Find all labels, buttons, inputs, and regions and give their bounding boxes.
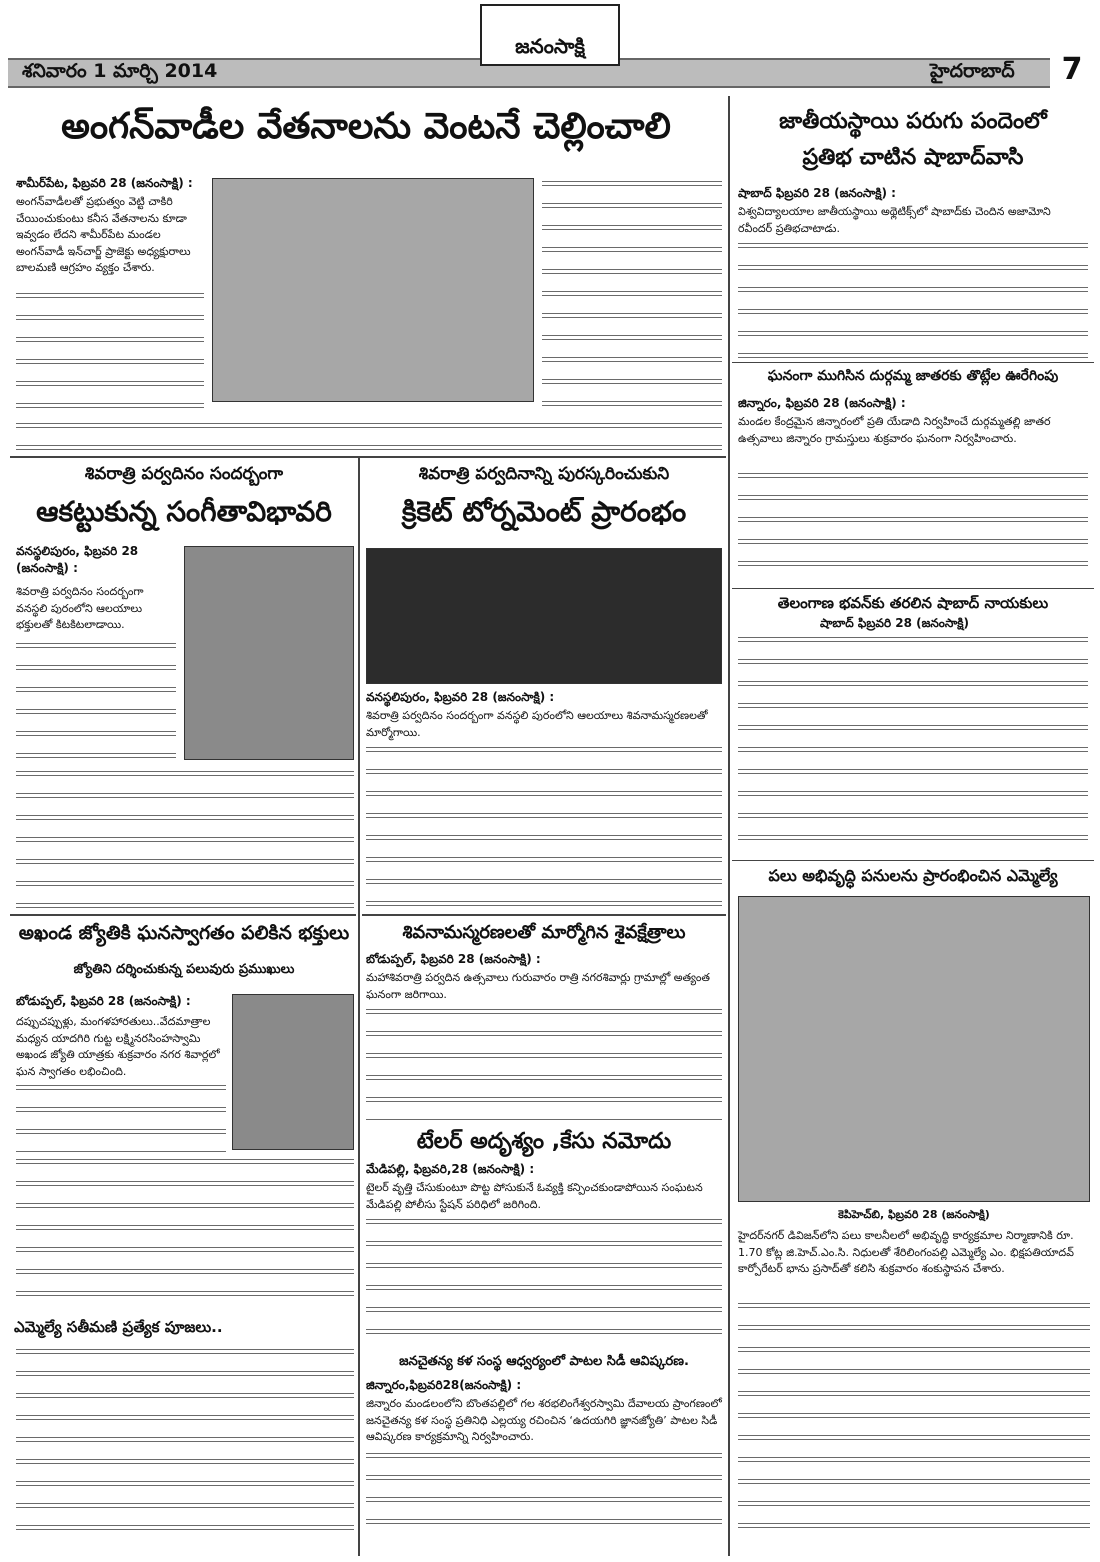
mla-event-photo xyxy=(738,896,1090,1202)
cricket-kicker: శివరాత్రి పర్వదినాన్ని పురస్కరించుకుని xyxy=(418,464,670,484)
jyoti-subhead: జ్యోతిని దర్శించుకున్న పలువురు ప్రముఖులు xyxy=(73,962,295,977)
puja-body-text xyxy=(16,1346,354,1542)
jyoti-intro: దప్పుచప్పుళ్లు, మంగళహారతులు..వేదమాత్రాల మధ్యన యాదగిరి గుట్ట లక్ష్మినరసింహస్వామి అఖండ జ్యోతి యాత్రకు శుక్రవారం నగర శివార్లలో ఘన స్వాగతం లభించింది. xyxy=(16,1015,220,1078)
issue-date: శనివారం 1 మార్చి 2014 xyxy=(22,60,218,82)
music-kicker: శివరాత్రి పర్వదినం సందర్బంగా xyxy=(84,464,284,484)
masthead-logo: జనంసాక్షి xyxy=(480,4,620,66)
mla-works-headline: పలు అభివృద్ధి పనులను ప్రారంభించిన ఎమ్మెల్యే xyxy=(768,866,1058,885)
mla-photo-caption: కెపిహెచ్‌బి, ఫిబ్రవరి 28 (జనంసాక్షి) xyxy=(838,1208,990,1221)
lead-headline: అంగన్‌వాడీల వేతనాలను వెంటనే చెల్లించాలి xyxy=(61,106,671,147)
story-divider xyxy=(10,914,356,916)
story-divider xyxy=(732,860,1094,861)
cricket-dateline: వనస్థలిపురం, ఫిబ్రవరి 28 (జనంసాక్షి) : xyxy=(366,690,555,704)
story-divider xyxy=(732,588,1094,589)
mla-works-body-text xyxy=(738,1300,1090,1542)
bhavan-body-text xyxy=(738,634,1088,854)
mla-works-intro: హైదర్‌నగర్ డివిజన్‌లోని పలు కాలనీలలో అభివృద్ధి కార్యక్రమాల నిర్మాణానికి రూ. 1.70 కోట్ల జి.హెచ్.ఎం.సి. నిధులతో శేరిలింగంపల్లి ఎమ్మెల్యే ఎం. భిక్షపతియాదవ్ కార్పోరేటర్ భాను ప్రసాద్‌తో కలిసి శుక్రవారం శంకుస్థాపన చేశారు. xyxy=(738,1229,1074,1275)
lead-body-text xyxy=(16,290,204,418)
athlete-intro: విశ్వవిద్యాలయాల జాతీయస్థాయి అథ్లెటిక్స్‌లో షాబాద్‌కు చెందిన అజామోని రవీందర్ ప్రతిభచాటాడు. xyxy=(738,205,1051,235)
jyoti-procession-photo xyxy=(232,994,354,1150)
lead-dateline: శామీర్‌పేట, ఫిబ్రవరి 28 (జనంసాక్షి) : xyxy=(16,176,193,190)
cricket-headline: క్రికెట్ టోర్నమెంట్ ప్రారంభం xyxy=(401,495,687,528)
jyoti-body-text xyxy=(16,1156,354,1308)
music-headline: ఆకట్టుకున్న సంగీతావిభావరి xyxy=(36,495,332,528)
lead-body-text xyxy=(16,420,722,450)
cricket-body-text xyxy=(366,744,722,910)
athlete-headline-2: ప్రతిభ చాటిన షాబాద్‌వాసి xyxy=(802,145,1024,170)
jyoti-headline: అఖండ జ్యోతికి ఘనస్వాగతం పలికిన భక్తులు xyxy=(18,922,350,944)
tailor-body-text xyxy=(366,1216,722,1346)
cd-headline: జనచైతన్య కళ సంస్థ ఆధ్వర్యంలో పాటల సిడీ ఆవిష్కరణ. xyxy=(399,1354,689,1369)
durgamma-intro: మండల కేంద్రమైన జిన్నారంలో ప్రతి యేడాది నిర్వహించే దుర్గమ్మతల్లి జాతర ఉత్సవాలు జిన్నారం గ్రామస్తులు శుక్రవారం ఘనంగా నిర్వహించారు. xyxy=(738,415,1051,445)
music-body-text xyxy=(16,640,176,764)
page-header xyxy=(0,0,1100,100)
athlete-dateline: షాబాద్ ఫిబ్రవరి 28 (జనంసాక్షి) : xyxy=(738,186,896,200)
temples-dateline: బోడుప్పల్, ఫిబ్రవరి 28 (జనంసాక్షి) : xyxy=(366,952,541,966)
athlete-body-text xyxy=(738,240,1088,360)
cricket-photo xyxy=(366,548,722,684)
durgamma-body-text xyxy=(738,470,1088,582)
music-body-text xyxy=(16,768,354,910)
edition-city: హైదరాబాద్ xyxy=(930,60,1015,82)
temples-headline: శివనామస్మరణలతో మార్మోగిన శైవక్షేత్రాలు xyxy=(402,922,686,943)
durgamma-dateline: జిన్నారం, ఫిబ్రవరి 28 (జనంసాక్షి) : xyxy=(738,396,906,410)
tailor-dateline: మేడిపల్లి, ఫిబ్రవరి,28 (జనంసాక్షి) : xyxy=(366,1162,535,1176)
column-divider xyxy=(358,458,360,1556)
durgamma-headline: ఘనంగా ముగిసిన దుర్గమ్మ జాతరకు తొట్లేల ఊరేగింపు xyxy=(767,368,1059,384)
music-intro: శివరాత్రి పర్వదినం సందర్బంగా వనస్థలి పురంలోని ఆలయాలు భక్తులతో కిటకిటలాడాయి. xyxy=(16,585,144,631)
cd-dateline: జిన్నారం,ఫిబ్రవరి28(జనంసాక్షి) : xyxy=(366,1378,522,1392)
bhavan-dateline: షాబాద్ ఫిబ్రవరి 28 (జనంసాక్షి) xyxy=(820,616,970,630)
athlete-headline-1: జాతీయస్థాయి పరుగు పందెంలో xyxy=(779,109,1047,134)
cd-intro: జిన్నారం మండలంలోని బొంతపల్లిలో గల శరభలింగేశ్వరస్వామి దేవాలయ ప్రాంగణంలో జనచైతన్య కళ సంస్థ ప్రతినిధి ఎల్లయ్య రచించిన ‘ఉదయగిరి జ్ఞానజ్యోతి’ పాటల సిడీ ఆవిష్కరణ కార్యక్రమాన్ని నిర్వహించారు. xyxy=(366,1397,722,1443)
jyoti-body-text xyxy=(16,1082,226,1152)
bhavan-headline: తెలంగాణ భవన్‌కు తరలిన షాబాద్ నాయకులు xyxy=(777,594,1049,612)
puja-headline: ఎమ్మెల్యే సతీమణి ప్రత్యేక పూజలు.. xyxy=(14,1318,223,1336)
music-stage-photo xyxy=(184,546,354,760)
temples-intro: మహాశివరాత్రి పర్వదిన ఉత్సవాలు గురువారం రాత్రి నగరశివార్లు గ్రామాల్లో అత్యంత ఘనంగా జరిగాయి. xyxy=(366,971,710,1001)
lead-intro: అంగన్‌వాడీలతో ప్రభుత్వం వెట్టి చాకిరి చేయించుకుంటు కనీస వేతనాలను కూడా ఇవ్వడం లేదని శామీర్‌పేట మండల అంగన్‌వాడీ ఇన్‌చార్జ్ ప్రాజెక్టు అధ్యక్షురాలు బాలమణి ఆగ్రహం వ్యక్తం చేశారు. xyxy=(16,195,191,274)
tailor-headline: టేలర్ అదృశ్యం ,కేసు నమోదు xyxy=(416,1129,672,1154)
cricket-intro: శివరాత్రి పర్వదినం సందర్బంగా వనస్థలి పురంలోని ఆలయాలు శివనామస్మరణలతో మార్మోగాయి. xyxy=(366,709,708,739)
protest-photo xyxy=(212,178,534,402)
music-dateline: వనస్థలిపురం, ఫిబ్రవరి 28 (జనంసాక్షి) : xyxy=(16,544,139,575)
page-number: 7 xyxy=(1050,52,1094,92)
temples-body-text xyxy=(366,1006,722,1120)
lead-body-text xyxy=(542,178,722,418)
story-divider xyxy=(732,362,1094,363)
tailor-intro: టైలర్ వృత్తి చేసుకుంటూ పొట్ట పోసుకునే ఓవ్యక్తి కన్పించకుండాపోయిన సంఘటన మేడిపల్లి పోలీసు స్టేషన్ పరిధిలో జరిగింది. xyxy=(366,1181,703,1211)
story-divider xyxy=(362,914,726,916)
jyoti-dateline: బోడుప్పల్, ఫిబ్రవరి 28 (జనంసాక్షి) : xyxy=(16,994,191,1008)
story-divider xyxy=(10,456,726,458)
column-divider xyxy=(728,96,730,1556)
cd-body-text xyxy=(366,1450,722,1540)
